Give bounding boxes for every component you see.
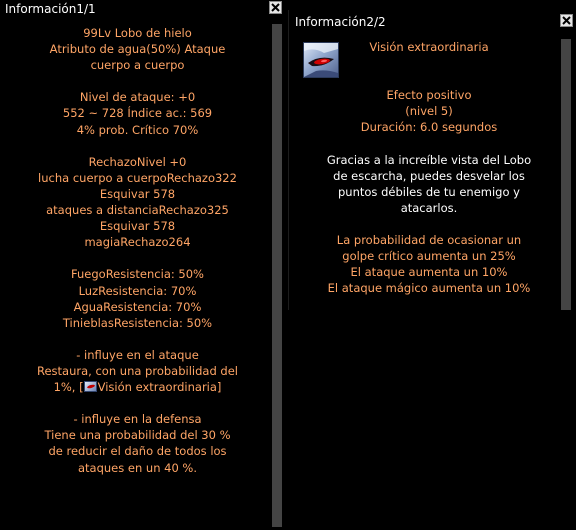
- skill-level: (nivel 5): [405, 104, 453, 119]
- ranged-defense: ataques a distanciaRechazo325: [46, 203, 229, 218]
- spacer: [0, 138, 275, 154]
- defense-influence-text-2: de reducir el daño de todos los: [48, 444, 227, 459]
- darkness-resistance: TinieblasResistencia: 50%: [62, 315, 213, 330]
- spacer: [289, 71, 569, 87]
- evade-ranged: Esquivar 578: [99, 219, 176, 234]
- attack-influence-text: Restaura, con una probabilidad del: [37, 363, 238, 378]
- panel-2-close-button[interactable]: [560, 14, 573, 27]
- attack-level: Nivel de ataque: +0: [79, 90, 196, 105]
- skill-description-2: de escarcha, puedes desvelar los: [333, 168, 525, 183]
- magic-defense: magiaRechazo264: [84, 235, 191, 250]
- spacer: [0, 331, 275, 347]
- panel-2-title: Información2/2: [295, 15, 386, 29]
- skill-description-3: puntos débiles de tu enemigo y: [338, 184, 520, 199]
- defense-level: RechazoNivel +0: [88, 154, 187, 169]
- skill-name: Visión extraordinaria: [369, 40, 489, 54]
- light-resistance: LuzResistencia: 70%: [78, 283, 197, 298]
- melee-defense: lucha cuerpo a cuerpoRechazo322: [38, 170, 237, 185]
- spacer: [0, 250, 275, 266]
- skill-effect-3: El ataque aumenta un 10%: [350, 265, 508, 280]
- monster-name: 99Lv Lobo de hielo: [83, 26, 192, 40]
- defense-influence-text-1: Tiene una probabilidad del 30 %: [44, 428, 231, 443]
- close-icon: [270, 2, 281, 13]
- skill-description-1: Gracias a la increíble vista del Lobo: [326, 152, 532, 167]
- attack-influence-heading: - influye en el ataque: [76, 347, 199, 362]
- attack-influence-prefix: 1%, [: [53, 380, 84, 395]
- panel-1-scrollbar[interactable]: [272, 24, 282, 527]
- crit-chance: 4% prob. Crítico 70%: [76, 122, 199, 137]
- defense-influence-heading: - influye en la defensa: [73, 412, 202, 427]
- effect-type: Efecto positivo: [386, 88, 472, 103]
- skill-duration: Duración: 6.0 segundos: [360, 120, 498, 135]
- attack-influence-link-line: [0, 379, 275, 395]
- attack-range: 552 ~ 728 Índice ac.: 569: [62, 106, 213, 121]
- defense-influence-text-3: ataques en un 40 %.: [77, 460, 198, 475]
- attack-type: cuerpo a cuerpo: [90, 58, 185, 73]
- spacer: [289, 136, 569, 152]
- panel-1-content: [0, 25, 275, 476]
- skill-effect-4: El ataque mágico aumenta un 10%: [327, 281, 531, 296]
- info-panel-2: [288, 10, 576, 310]
- attack-attribute: Atributo de agua(50%) Ataque: [49, 42, 226, 57]
- panel-2-content: [289, 39, 569, 297]
- evade-melee: Esquivar 578: [99, 186, 176, 201]
- spacer: [289, 216, 569, 232]
- skill-link[interactable]: Visión extraordinaria: [97, 380, 217, 395]
- skill-effect-1: La probabilidad de ocasionar un: [336, 233, 522, 248]
- link-close-bracket: ]: [216, 380, 222, 395]
- spacer: [0, 73, 275, 89]
- wolf-eye-icon: [84, 381, 97, 392]
- skill-description-4: atacarlos.: [400, 200, 458, 215]
- panel-2-scrollbar[interactable]: [561, 39, 571, 310]
- spacer: [289, 55, 569, 71]
- fire-resistance: FuegoResistencia: 50%: [71, 267, 204, 282]
- close-icon: [561, 15, 572, 26]
- water-resistance: AguaResistencia: 70%: [73, 299, 202, 314]
- panel-1-title: Información1/1: [5, 2, 96, 16]
- panel-1-close-button[interactable]: [269, 1, 282, 14]
- skill-effect-2: golpe crítico aumenta un 25%: [342, 249, 516, 264]
- spacer: [0, 395, 275, 411]
